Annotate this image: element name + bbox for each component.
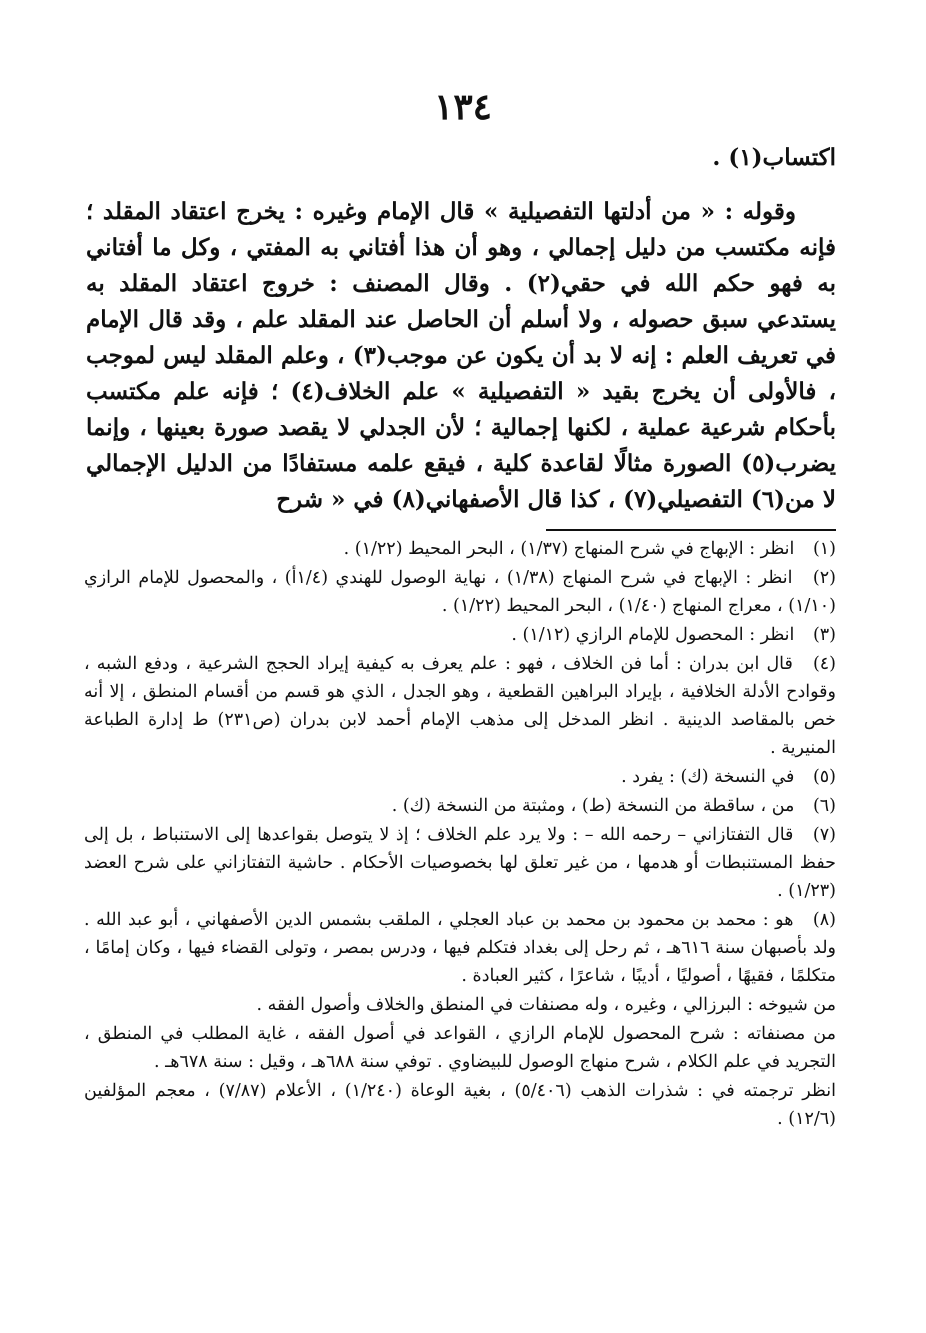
footnotes [84,535,836,1134]
footnote-text: قال التفتازاني – رحمه الله – : ولا يرد علم الخلاف ؛ إذ لا يتوصل بقواعدها إلى الاستنباط ، بل إلى حفظ المستنبطات أو هدمها ، من غير تعلق لها بخصوصيات الأحكام . حاشية التفتازاني على شرح العضد (١/٢٣) . [84,825,836,901]
footnote-text: انظر ترجمته في : شذرات الذهب (٥/٤٠٦) ، بغية الوعاة (١/٢٤٠) ، الأعلام (٧/٨٧) ، معجم المؤلفين (١٢/٦) . [84,1081,836,1129]
footnote-continuation [84,1077,836,1133]
paragraph-2: وقوله : « من أدلتها التفصيلية » قال الإمام وغيره : يخرج اعتقاد المقلد ؛ فإنه مكتسب من دليل إجمالي ، وهو أن هذا أفتاني به المفتي ، وكل ما أفتاني به فهو حكم الله في حقي(٢) . وقال المصنف : خروج اعتقاد المقلد به يستدعي سبق حصوله ، ولا أسلم أن الحاصل عند المقلد علم ، وقد قال الإمام في تعريف العلم : إنه لا بد أن يكون عن موجب(٣) ، وعلم المقلد ليس لموجب ، فالأولى أن يخرج بقيد « التفصيلية » علم الخلاف(٤) ؛ فإنه علم مكتسب بأحكام شرعية عملية ، لكنها إجمالية ؛ لأن الجدلي لا يقصد صورة بعينها ، وإنما يضرب(٥) الصورة مثالًا لقاعدة كلية ، فيقع علمه مستفادًا من الدليل الإجمالي لا من(٦) التفصيلي(٧) ، كذا قال الأصفهاني(٨) في « شرح [86,198,837,513]
footnote [84,792,836,820]
footnote-text: انظر : الإبهاج في شرح المنهاج (١/٣٨) ، نهاية الوصول للهندي (١/٤أ) ، والمحصول للإمام الرازي (١/١٠) ، معراج المنهاج (١/٤٠) ، البحر المحيط (١/٢٢) . [84,568,836,616]
footnote-continuation [84,991,836,1019]
footnote-number: (٢) [812,568,836,588]
footnote-text: من شيوخه : البرزالي ، وغيره ، وله مصنفات في المنطق والخلاف وأصول الفقه . [256,995,836,1015]
footnote [84,621,836,649]
footnote-number: (٤) [812,654,836,674]
footnote-number: (٦) [812,796,836,816]
footnote-text: قال ابن بدران : أما فن الخلاف ، فهو : علم يعرف به كيفية إيراد الحجج الشرعية ، ودفع الشبه ، وقوادح الأدلة الخلافية ، بإيراد البراهين القطعية ، وهو الجدل ، الذي هو قسم من أقسام المنطق ، إلا أنه خص بالمقاصد الدينية . انظر المدخل إلى مذهب الإمام أحمد لابن بدران (ص٢٣١) ط إدارة الطباعة المنيرية . [84,654,836,758]
footnote [84,535,836,563]
footnote-text: انظر : الإبهاج في شرح المنهاج (١/٣٧) ، البحر المحيط (١/٢٢) . [343,539,795,559]
footnote-text: في النسخة (ك) : يفرد . [621,767,795,787]
footnote-text: من مصنفاته : شرح المحصول للإمام الرازي ، القواعد في أصول الفقه ، غاية المطلب في المنطق ، التجريد في علم الكلام ، شرح منهاج الوصول للبيضاوي . توفي سنة ٦٨٨هـ ، وقيل : سنة ٦٧٨هـ . [84,1024,836,1072]
main-text [86,140,836,518]
footnote [84,650,836,762]
footnote-number: (٧) [812,825,836,845]
footnote-number: (١) [812,539,836,559]
footnote-text: من ، ساقطة من النسخة (ط) ، ومثبتة من النسخة (ك) . [391,796,795,816]
footnote [84,564,836,620]
paragraph-1: اكتساب(١) . [712,144,836,171]
page-number: ١٣٤ [433,86,492,128]
footnote [84,763,836,791]
footnote-number: (٥) [812,767,836,787]
footnote-text: هو : محمد بن محمود بن محمد بن عباد العجلي ، الملقب بشمس الدين الأصفهاني ، أبو عبد الله . ولد بأصبهان سنة ٦١٦هـ ، ثم رحل إلى بغداد فتكلم فيها ، ودرس بمصر ، وتولى القضاء فيها ، وكان إمامًا ، متكلمًا ، فقيهًا ، أصوليًا ، أديبًا ، شاعرًا ، كثير العبادة . [84,910,837,986]
footnote-continuation [84,1020,836,1076]
footnote-number: (٣) [812,625,836,645]
footnote-number: (٨) [812,910,836,930]
footnote-text: انظر : المحصول للإمام الرازي (١/١٢) . [511,625,795,645]
footnote [84,821,836,905]
footnote [84,906,836,990]
footnote-separator [546,529,836,531]
